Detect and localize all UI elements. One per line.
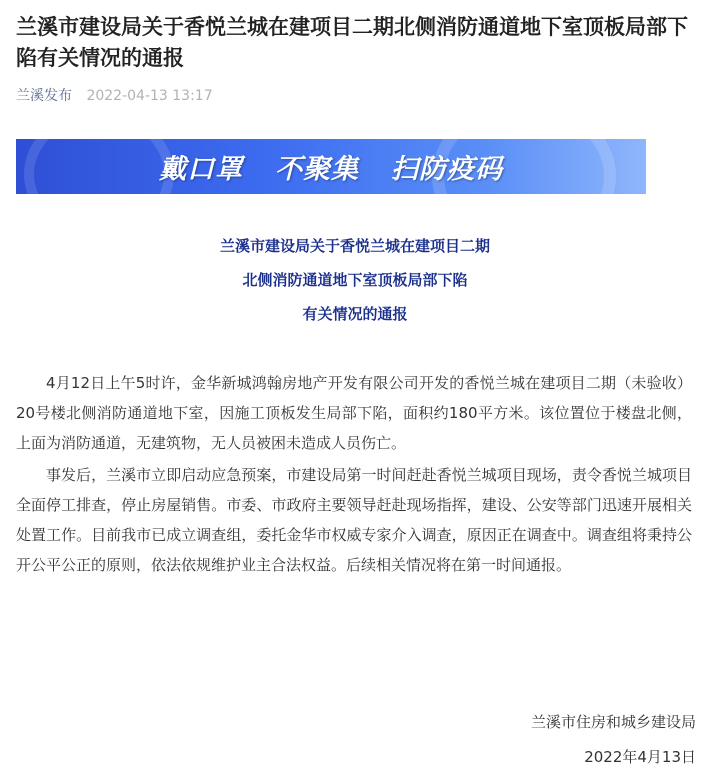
notice-body: [16, 368, 692, 582]
signature-block: [396, 705, 696, 775]
slogan-scan-code: 扫防疫码: [391, 154, 503, 185]
banner-slogan: [16, 139, 646, 194]
notice-heading-line: 有关情况的通报: [302, 305, 408, 323]
signature-date: 2022年4月13日: [584, 748, 696, 766]
account-name-link[interactable]: 兰溪发布: [16, 88, 72, 104]
slogan-mask: 戴口罩: [159, 154, 243, 185]
slogan-no-gathering: 不聚集: [275, 154, 359, 185]
notice-heading-line: 兰溪市建设局关于香悦兰城在建项目二期: [219, 237, 490, 255]
publish-date: 2022-04-13 13:17: [86, 88, 213, 104]
notice-heading: [0, 229, 710, 331]
article-meta: [16, 87, 213, 105]
epidemic-prevention-banner: [16, 139, 646, 194]
article-title: 兰溪市建设局关于香悦兰城在建项目二期北侧消防通道地下室顶板局部下陷有关情况的通报: [16, 15, 688, 70]
body-paragraph: 4月12日上午5时许，金华新城鸿翰房地产开发有限公司开发的香悦兰城在建项目二期（未验收）20号楼北侧消防通道地下室，因施工顶板发生局部下陷，面积约180平方米。该位置位于楼盘北侧，上面为消防通道，无建筑物，无人员被困未造成人员伤亡。: [16, 374, 692, 452]
body-paragraph: 事发后，兰溪市立即启动应急预案，市建设局第一时间赶赴香悦兰城项目现场，责令香悦兰城项目全面停工排查，停止房屋销售。市委、市政府主要领导赶赴现场指挥，建设、公安等部门迅速开展相关处置工作。目前我市已成立调查组，委托金华市权威专家介入调查，原因正在调查中。调查组将秉持公开公平公正的原则，依法依规维护业主合法权益。后续相关情况将在第一时间通报。: [16, 466, 692, 574]
signature-org: 兰溪市住房和城乡建设局: [530, 713, 696, 731]
notice-heading-line: 北侧消防通道地下室顶板局部下陷: [242, 271, 468, 289]
